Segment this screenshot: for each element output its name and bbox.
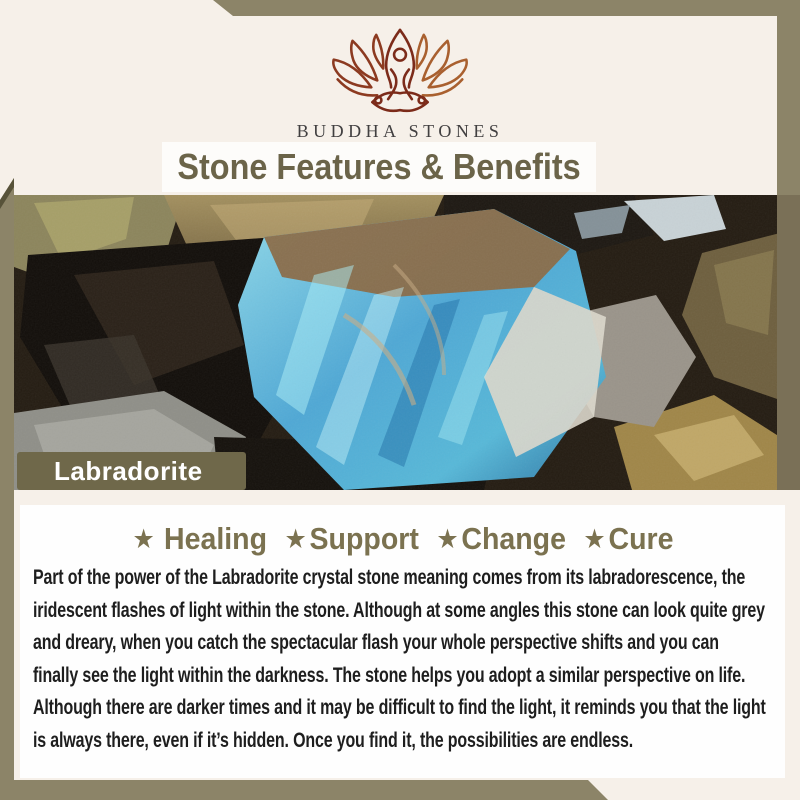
benefit-item	[583, 521, 673, 557]
benefit-label: Change	[461, 521, 566, 556]
brand-name: BUDDHA STONES	[296, 121, 504, 141]
stone-photo-illustration	[14, 195, 780, 490]
benefit-label: Healing	[164, 521, 268, 556]
star-icon: ★	[132, 523, 155, 554]
left-ribbon	[0, 178, 14, 800]
brand-header	[0, 24, 800, 142]
benefits-row	[51, 519, 756, 559]
lotus-meditation-logo-icon	[324, 24, 476, 118]
bottom-ribbon	[0, 780, 610, 800]
star-icon: ★	[583, 523, 606, 554]
section-title: Stone Features & Benefits	[177, 146, 581, 187]
benefit-item	[133, 521, 267, 557]
benefit-item	[284, 521, 418, 557]
stone-description: Part of the power of the Labradorite crystal stone meaning comes from its labradorescence, the iridescent flashes of light within the stone. Although at some angles this stone can look quite grey and dreary, when you catch the spectacular flash your whole perspective shifts and you can finally see the light within the darkness. The stone helps you adopt a similar perspective on life. Although there are darker times and it may be difficult to find the light, it reminds you that the light is always there, even if it’s hidden. Once you find it, the possibilities are endless.	[33, 566, 766, 752]
stone-name-label: Labradorite	[17, 452, 246, 490]
benefit-label: Support	[309, 521, 419, 556]
right-ribbon	[777, 0, 800, 490]
section-title-banner	[162, 142, 596, 192]
benefit-label: Cure	[608, 521, 674, 556]
star-icon: ★	[436, 523, 459, 554]
benefit-item	[436, 521, 566, 557]
labradorite-photo	[14, 195, 780, 490]
star-icon: ★	[284, 523, 307, 554]
top-ribbon	[0, 0, 800, 16]
